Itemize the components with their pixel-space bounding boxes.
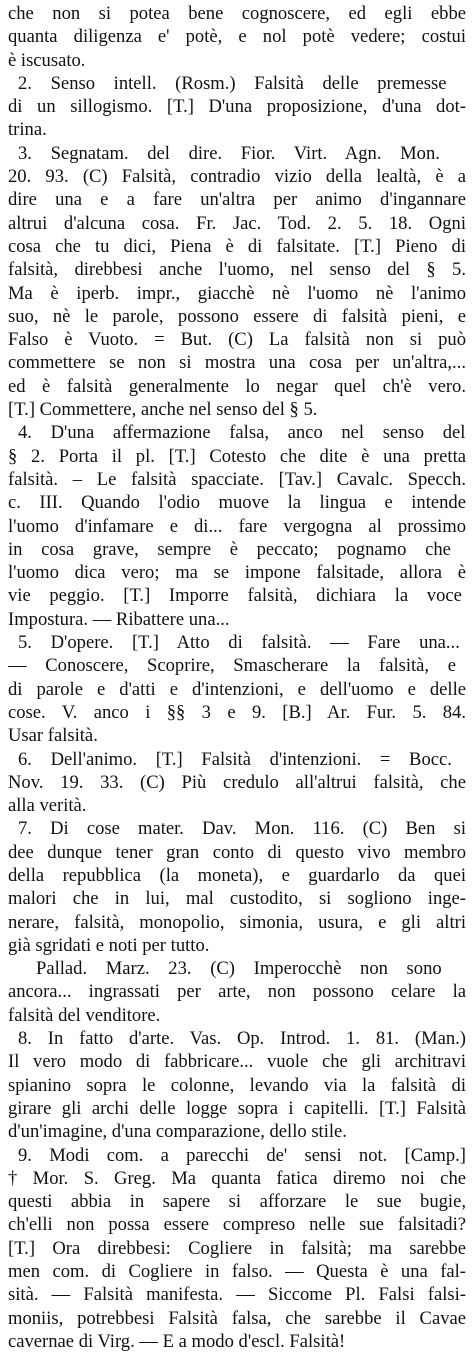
text-line: ch'elli non possa essere compreso nelle sue falsitadi? xyxy=(8,1214,466,1236)
text-line: [T.] Ora direbbesi: Cogliere in falsità; ma sarebbe xyxy=(8,1237,466,1259)
text-line: Pallad. Marz. 23. (C) Imperocchè non sono xyxy=(36,958,442,980)
text-line: sità. — Falsità manifesta. — Siccome Pl. Falsi falsi- xyxy=(8,1284,466,1306)
text-line: altrui d'alcuna cosa. Fr. Jac. Tod. 2. 5. 18. Ogni xyxy=(8,212,466,234)
text-line: 4. D'una affermazione falsa, anco nel senso del xyxy=(18,422,466,444)
text-line: 7. Di cose mater. Dav. Mon. 116. (C) Ben si xyxy=(18,818,466,840)
text-line: cosa che tu dici, Piena è di falsitate. [T.] Pieno di xyxy=(8,235,466,257)
text-line: Il vero modo di fabbricare... vuole che gli architravi xyxy=(8,1051,466,1073)
text-line: cavernae di Virg. — E a modo d'escl. Falsità! xyxy=(8,1330,346,1352)
text-line: è iscusato. xyxy=(8,49,86,71)
text-line: 2. Senso intell. (Rosm.) Falsità delle premesse xyxy=(18,72,447,94)
text-line: 6. Dell'animo. [T.] Falsità d'intenzioni. = Bocc. xyxy=(18,748,452,770)
text-line: Ma è iperb. impr., giacchè nè l'uomo nè l'animo xyxy=(8,282,466,304)
text-line: Impostura. — Ribattere una... xyxy=(8,608,230,630)
text-line: 5. D'opere. [T.] Atto di falsità. — Fare una... xyxy=(18,632,460,654)
text-line: 3. Segnatam. del dire. Fior. Virt. Agn. Mon. xyxy=(18,142,440,164)
text-line: falsità, direbbesi anche l'uomo, nel senso del § 5. xyxy=(8,259,466,281)
text-line: Nov. 19. 33. (C) Più credulo all'altrui falsità, che xyxy=(8,771,466,793)
text-line: Usar falsità. xyxy=(8,725,98,747)
text-line: men com. di Cogliere in falso. — Questa è una fal- xyxy=(8,1261,466,1283)
text-line: spianino sopra le colonne, levando via la falsità di xyxy=(8,1074,466,1096)
text-line: in cosa grave, sempre è peccato; pognamo che xyxy=(8,538,451,560)
text-line: alla verità. xyxy=(8,795,87,817)
text-line: cose. V. anco i §§ 3 e 9. [B.] Ar. Fur. 5. 84. xyxy=(8,701,466,723)
text-line: già sgridati e noti per tutto. xyxy=(8,934,210,956)
text-line: falsità del venditore. xyxy=(8,1004,161,1026)
text-line: dire una e a fare un'altra per animo d'ingannare xyxy=(8,189,466,211)
text-line: vie peggio. [T.] Imporre falsità, dichiara la voce xyxy=(8,585,462,607)
text-line: della repubblica (la moneta), e guardarlo da quei xyxy=(8,864,466,886)
text-line: commettere se non si mostra una cosa per un'altra,... xyxy=(8,352,466,374)
text-line: girare gli archi delle logge sopra i capitelli. [T.] Falsità xyxy=(8,1097,466,1119)
text-line: ancora... ingrassati per arte, non possono celare la xyxy=(8,981,466,1003)
text-line: dee dunque tener gran conto di questo vivo membro xyxy=(8,841,466,863)
text-line: di un sillogismo. [T.] D'una proposizione, d'una dot- xyxy=(8,96,466,118)
text-line: 9. Modi com. a parecchi de' sensi not. [Camp.] xyxy=(18,1144,466,1166)
text-line: che non si potea bene cognoscere, ed egli ebbe xyxy=(8,3,466,24)
text-line: moniis, potrebbesi Falsità falsa, che sarebbe il Cavae xyxy=(8,1307,466,1329)
text-line: d'un'imagine, d'una comparazione, dello stile. xyxy=(8,1121,347,1143)
text-line: [T.] Commettere, anche nel senso del § 5. xyxy=(8,399,318,421)
text-line: suo, nè le parole, possono essere di falsità pieni, e xyxy=(8,305,466,327)
text-line: — Conoscere, Scoprire, Smascherare la falsità, e xyxy=(8,655,456,677)
text-line: 20. 93. (C) Falsità, contradio vizio della lealtà, è a xyxy=(8,166,466,188)
text-line: trina. xyxy=(8,119,47,141)
text-line: l'uomo d'infamare e di... fare vergogna al prossimo xyxy=(8,515,466,537)
text-line: di parole e d'atti e d'intenzioni, e dell'uomo e delle xyxy=(8,678,466,700)
text-line: quanta diligenza e' potè, e nol potè vedere; costui xyxy=(8,26,466,48)
text-line: falsità. – Le falsità spacciate. [Tav.] Cavalc. Specch. xyxy=(8,468,466,490)
text-line: Falso è Vuoto. = But. (C) La falsità non si può xyxy=(8,329,466,351)
text-line: c. III. Quando l'odio muove la lingua e intende xyxy=(8,492,466,514)
text-line: malori che in lui, mal custodito, si sogliono inge- xyxy=(8,888,466,910)
text-line: questi abbia in sapere si afforzare le sue bugie, xyxy=(8,1191,466,1213)
text-line: ed è falsità generalmente lo negar quel ch'è vero. xyxy=(8,375,466,397)
text-line: § 2. Porta il pl. [T.] Cotesto che dite è una pretta xyxy=(8,445,466,467)
text-line: 8. In fatto d'arte. Vas. Op. Introd. 1. 81. (Man.) xyxy=(18,1028,466,1050)
text-line: † Mor. S. Greg. Ma quanta fatica diremo noi che xyxy=(8,1167,466,1189)
text-line: nerare, falsità, monopolio, simonia, usura, e gli altri xyxy=(8,911,466,933)
text-line: l'uomo dica vero; ma se impone falsitade, allora è xyxy=(8,562,466,584)
